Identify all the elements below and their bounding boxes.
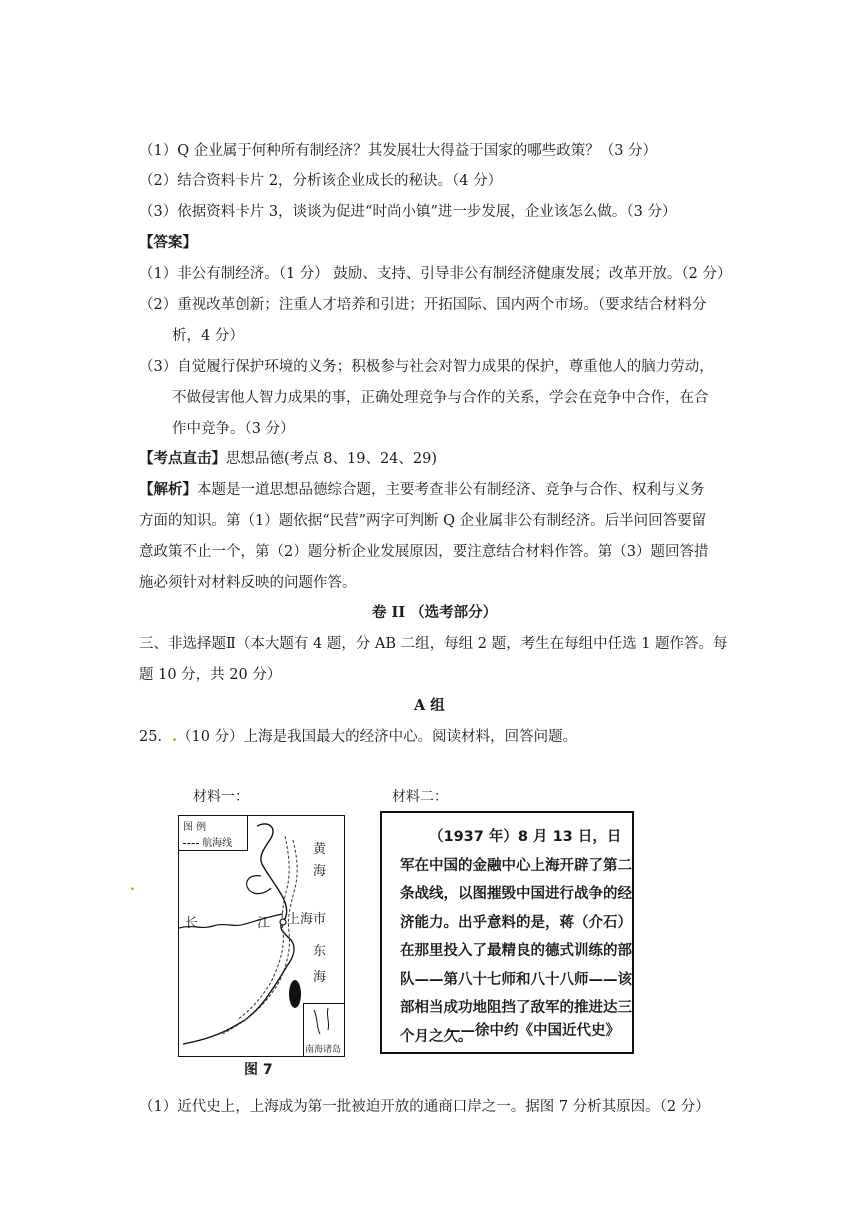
map-label-shanghai: 上海市: [287, 912, 327, 927]
section-title: 卷 II （选考部分）: [372, 604, 498, 621]
map-label-hai-2: 海: [313, 970, 327, 985]
map-label-jiang: 江: [257, 916, 271, 931]
map-label-dong: 东: [313, 944, 327, 959]
dashed-line-icon: [183, 843, 199, 844]
question-25-number: 25．: [139, 729, 172, 745]
material-2-quote-box: [380, 811, 634, 1054]
question-25-text: （10 分）上海是我国最大的经济中心。阅读材料，回答问题。: [177, 729, 578, 745]
kaodian-line: [139, 449, 437, 469]
map-label-chang: 长: [185, 916, 199, 931]
sub-question-1: （1）近代史上，上海成为第一批被迫开放的通商口岸之一。据图 7 分析其原因。（2 分）: [139, 1099, 710, 1115]
answer-3-line-1: （3）自觉履行保护环境的义务；积极参与社会对智力成果的保护，尊重他人的脑力劳动，: [139, 359, 714, 375]
map-label-hai-1: 海: [313, 864, 327, 879]
question-25: [139, 727, 577, 747]
answer-2-line-2: 析，4 分）: [172, 328, 244, 344]
map-figure: [178, 815, 345, 1057]
material-2-label: 材料二：: [392, 789, 448, 805]
orange-dot-icon: .: [171, 728, 178, 745]
answer-heading: 【答案】: [139, 234, 197, 251]
jiexi-line-2: 方面的知识。第（1）题依据“民营”两字可判断 Q 企业属非公有制经济。后半问回答要留: [139, 513, 707, 529]
legend-title: 图 例: [183, 822, 207, 833]
jiexi-line-1: [139, 480, 705, 500]
jiexi-label: 【解析】: [139, 481, 197, 498]
quote-source: ——徐中约《中国近代史》: [446, 1023, 620, 1039]
answer-3-line-3: 作中竞争。（3 分）: [172, 421, 295, 437]
answer-1: （1）非公有制经济。（1 分） 鼓励、支持、引导非公有制经济健康发展；改革开放。（2 分）: [139, 266, 732, 282]
map-label-huang: 黄: [313, 842, 327, 857]
section3-line-2: 题 10 分，共 20 分）: [139, 667, 282, 683]
orange-dot-icon: .: [130, 878, 135, 894]
section3-line-1: 三、非选择题Ⅱ（本大题有 4 题，分 AB 二组，每组 2 题，考生在每组中任选 1 题作答。每: [139, 636, 728, 652]
answer-3-line-2: 不做侵害他人智力成果的事，正确处理竞争与合作的关系，学会在竞争中合作，在合: [172, 390, 709, 406]
jiexi-line-3: 意政策不止一个，第（2）题分析企业发展原因，要注意结合材料作答。第（3）题回答措: [139, 544, 709, 560]
material-1-label: 材料一：: [193, 789, 249, 805]
answer-2-line-1: （2）重视改革创新；注重人才培养和引进；开拓国际、国内两个市场。（要求结合材料分: [139, 297, 707, 313]
legend-item: [183, 834, 232, 849]
south-sea-inset: [303, 1003, 344, 1056]
kaodian-text: 思想品德(考点 8、19、24、29): [226, 451, 437, 467]
jiexi-line-4: 施必须针对材料反映的问题作答。: [139, 575, 357, 591]
question-1: （1）Q 企业属于何种所有制经济？其发展壮大得益于国家的哪些政策？（3 分）: [139, 143, 658, 159]
jiexi-text-1: 本题是一道思想品德综合题，主要考查非公有制经济、竞争与合作、权利与义务: [197, 482, 705, 498]
legend-item-label: 航海线: [202, 838, 233, 849]
quote-text: （1937 年）8 月 13 日，日军在中国的金融中心上海开辟了第二条战线，以图摧毁中国进行战争的经济能力。出乎意料的是，蒋（介石）在那里投入了最精良的德式训练的部队——第八十七师和八十八师——该部相当成功地阻挡了敌军的推进达三个月之久。: [400, 829, 632, 1045]
kaodian-label: 【考点直击】: [139, 450, 226, 467]
map-legend: [179, 816, 248, 851]
figure-label: 图 7: [244, 1062, 273, 1078]
inset-label: 南海诸岛: [305, 1045, 342, 1055]
question-3: （3）依据资料卡片 3，谈谈为促进“时尚小镇”进一步发展，企业该怎么做。（3 分）: [139, 204, 677, 220]
question-2: （2）结合资料卡片 2，分析该企业成长的秘诀。（4 分）: [139, 173, 503, 189]
group-title: A 组: [414, 697, 445, 714]
